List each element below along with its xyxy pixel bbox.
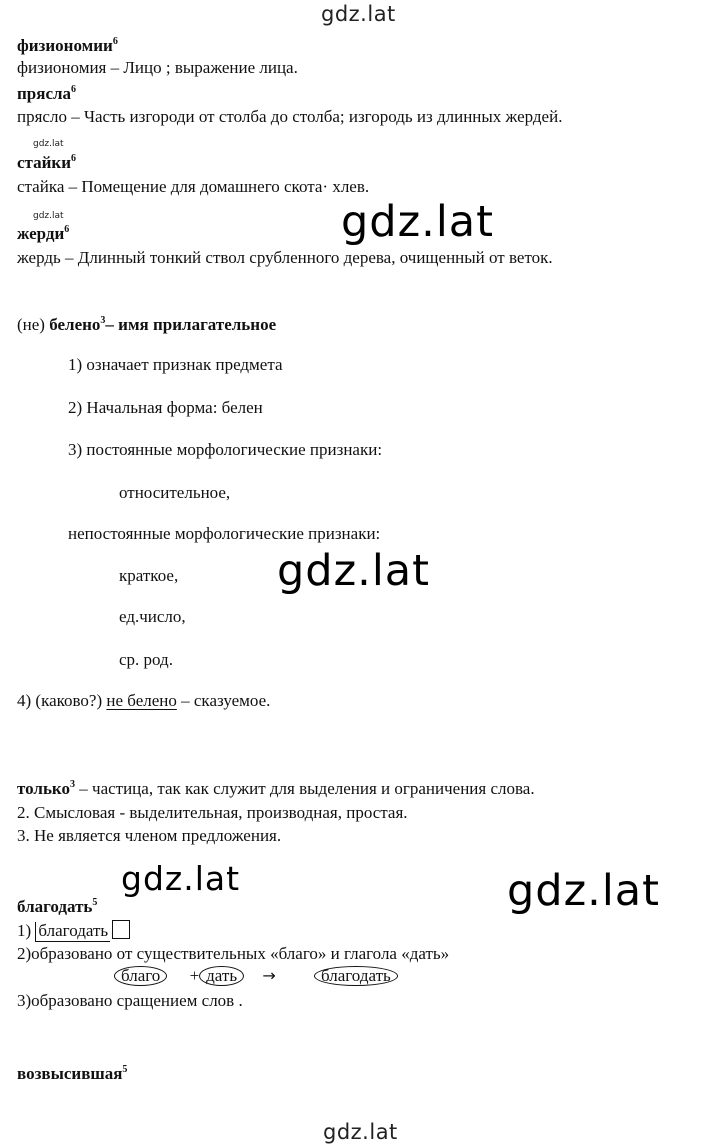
adjective-nonconstant-feature-3: ср. род.	[119, 650, 173, 669]
morph-word: благодать$^5$	[17, 897, 98, 916]
particle-heading: только$^3$ – частица, так как служит для выделения и ограничения слова.	[17, 779, 535, 798]
watermark-big-1: gdz.lat	[341, 197, 494, 247]
root-bracket: благодать	[35, 922, 110, 942]
watermark-medium: gdz.lat	[121, 859, 241, 898]
watermark-big-2: gdz.lat	[277, 546, 430, 596]
watermark-small-2: gdz.lat	[33, 211, 64, 221]
vocab-definition-1: физиономия – Лицо ; выражение лица.	[17, 58, 298, 77]
vocab-definition-3: стайка – Помещение для домашнего скота· хлев.	[17, 177, 370, 196]
vocab-word-4: жерди$^6$	[17, 224, 70, 243]
particle-line-2: 2. Смысловая - выделительная, производная, простая.	[17, 803, 408, 822]
adjective-point-1: 1) означает признак предмета	[68, 355, 283, 374]
vocab-definition-2: прясло – Часть изгороди от столба до столба; изгородь из длинных жердей.	[17, 107, 563, 126]
adjective-point-2: 2) Начальная форма: белен	[68, 398, 263, 417]
adjective-point-3: 3) постоянные морфологические признаки:	[68, 440, 383, 459]
oval-blago: благо	[114, 966, 167, 986]
vocab-definition-4: жердь – Длинный тонкий ствол срубленного дерева, очищенный от веток.	[17, 248, 553, 267]
adjective-nonconstant-feature-1: краткое,	[119, 566, 179, 585]
vocab-word-3: стайки$^6$	[17, 153, 76, 172]
last-word: возвысившая$^5$	[17, 1064, 128, 1083]
vocab-word-2: прясла$^6$	[17, 84, 77, 103]
morph-line-1: 1) благодать	[17, 920, 130, 942]
watermark-big-3: gdz.lat	[507, 866, 660, 916]
adjective-point-nonconstant: непостоянные морфологические признаки:	[68, 524, 381, 543]
oval-blagodat: благодать	[314, 966, 398, 986]
watermark-small-1: gdz.lat	[33, 139, 64, 149]
adjective-point-4: 4) (каково?) не белено – сказуемое.	[17, 691, 271, 710]
zero-ending-box	[112, 920, 130, 939]
morph-line-3: 3)образовано сращением слов .	[17, 991, 243, 1010]
adjective-constant-feature: относительное,	[119, 483, 231, 502]
particle-line-3: 3. Не является членом предложения.	[17, 826, 282, 845]
adjective-heading: (не) белено$^3$– имя прилагательное	[17, 315, 277, 334]
plus-sign: +	[189, 966, 200, 985]
vocab-word-1: физиономии$^6$	[17, 36, 118, 55]
adjective-nonconstant-feature-2: ед.число,	[119, 607, 186, 626]
watermark-bottom: gdz.lat	[323, 1120, 398, 1144]
morph-scheme	[114, 966, 398, 986]
oval-dat: дать	[199, 966, 244, 986]
arrow-icon: →	[262, 966, 276, 985]
morph-line-2: 2)образовано от существительных «благо» и глагола «дать»	[17, 944, 450, 963]
watermark-top: gdz.lat	[321, 2, 396, 26]
